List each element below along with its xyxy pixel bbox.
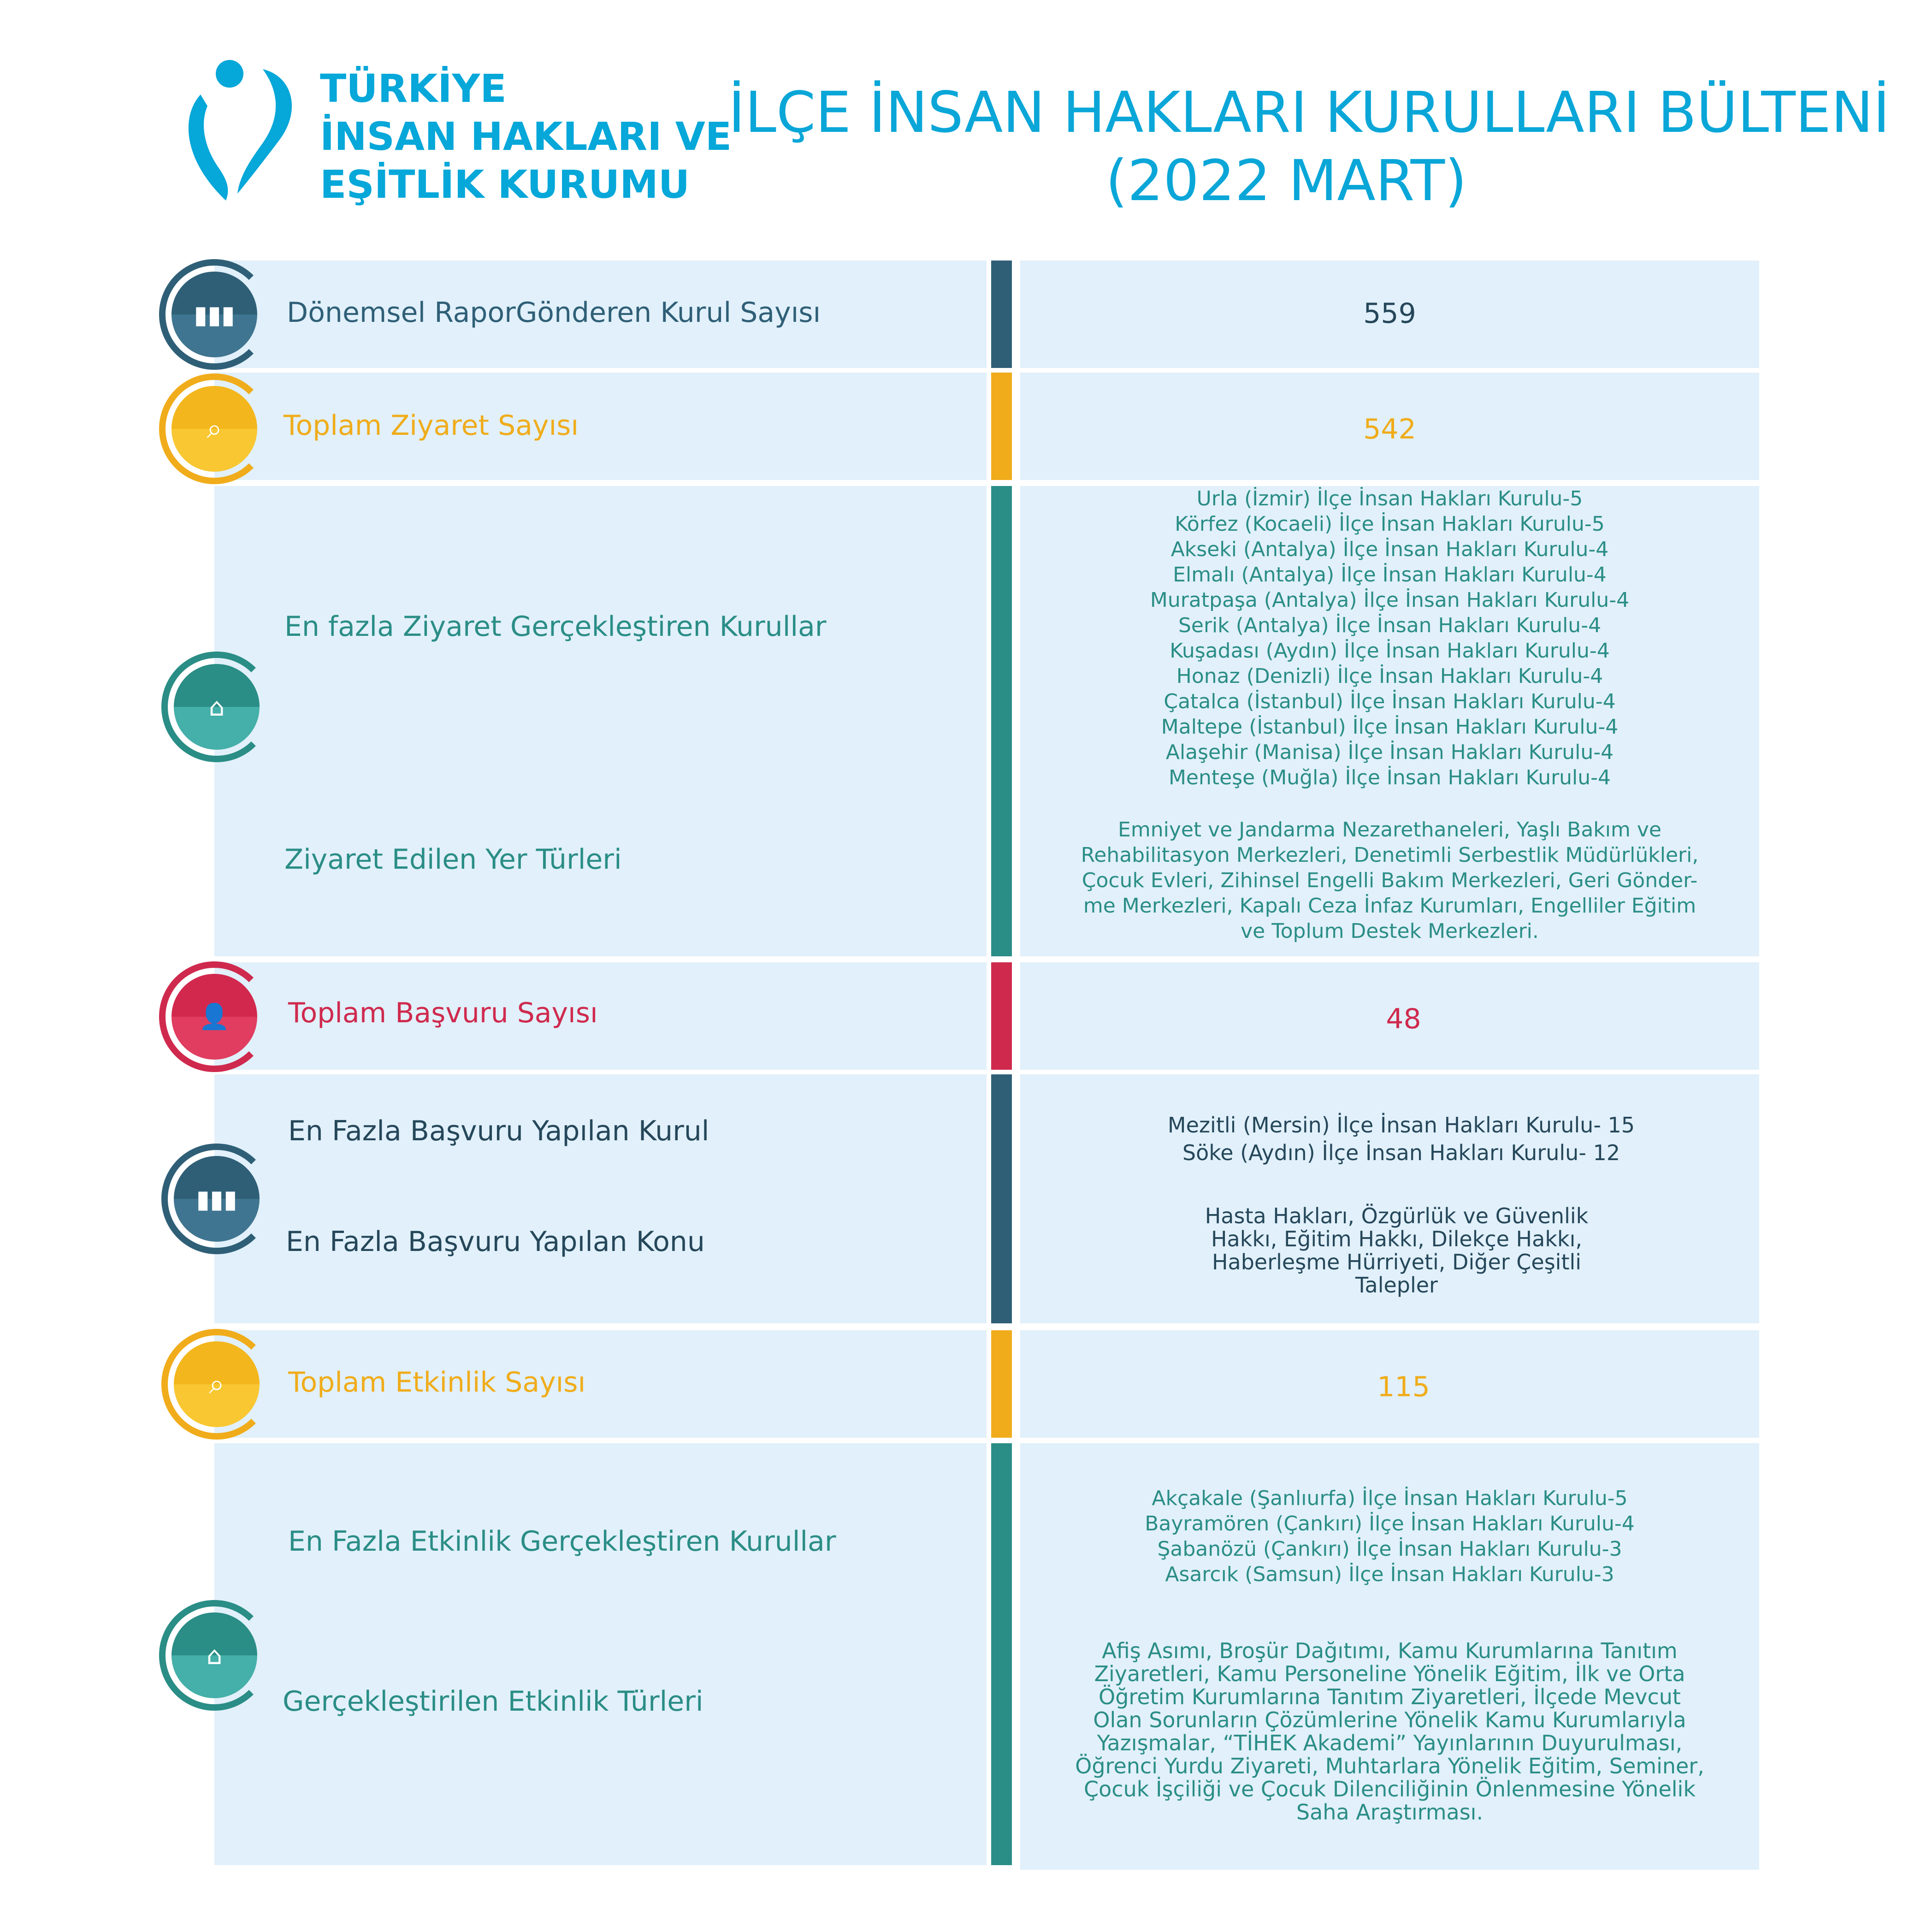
title-line-1: İLÇE İNSAN HAKLARI KURULLARI BÜLTENİ xyxy=(728,80,1890,145)
list-item: Çatalca (İstanbul) İlçe İnsan Hakları Kurulu-4 xyxy=(1164,690,1616,713)
row-etkinlik-detay-value-panel xyxy=(1020,1443,1759,1870)
row-donemsel-icon-badge xyxy=(159,259,270,370)
logo-text xyxy=(320,65,735,208)
text-line: Hasta Hakları, Özgürlük ve Güvenlik xyxy=(1205,1203,1589,1228)
row-ziyaret-kurullar-label: En fazla Ziyaret Gerçekleştiren Kurullar xyxy=(284,610,827,643)
row-donemsel-label: Dönemsel RaporGönderen Kurul Sayısı xyxy=(287,296,821,329)
text-line: Yazışmalar, “TİHEK Akademi” Yayınlarının Duyurulması, xyxy=(1097,1731,1683,1755)
text-line: ve Toplum Destek Merkezleri. xyxy=(1241,919,1539,943)
row-basvuru-label: Toplam Başvuru Sayısı xyxy=(288,997,598,1029)
text-line: Öğrenci Yurdu Ziyareti, Muhtarlara Yönelik Eğitim, Seminer, xyxy=(1075,1754,1704,1778)
heart-person-logo-icon xyxy=(175,55,313,212)
row-basvuru-detay-value-panel xyxy=(1020,1074,1759,1323)
row-etkinlik-detay-label-panel xyxy=(214,1443,987,1865)
etkinlik-kurullar-list xyxy=(1020,1486,1759,1587)
row-etkinlik-turleri-label: Gerçekleştirilen Etkinlik Türleri xyxy=(283,1685,703,1718)
list-item: Şabanözü (Çankırı) İlçe İnsan Hakları Kurulu-3 xyxy=(1157,1537,1622,1561)
row-ziyaret-icon-badge xyxy=(159,373,270,484)
list-item: Honaz (Denizli) İlçe İnsan Hakları Kurulu-4 xyxy=(1176,664,1603,688)
row-ziyaret-kurullar-label-panel xyxy=(214,486,987,956)
list-item: Serik (Antalya) İlçe İnsan Hakları Kurulu-4 xyxy=(1178,614,1602,637)
text-line: Hakkı, Eğitim Hakkı, Dilekçe Hakkı, xyxy=(1211,1227,1583,1251)
ziyaret-kurullar-list xyxy=(1020,486,1759,790)
logo-line-1: TÜRKİYE xyxy=(320,66,507,111)
row-basvuru-value-panel xyxy=(1020,962,1759,1070)
search-icon: ⌕ xyxy=(207,413,222,445)
row-ziyaret-kurullar-divider xyxy=(991,486,1012,956)
text-line: Talepler xyxy=(1355,1273,1438,1298)
row-etkinlik-detay-icon-badge xyxy=(159,1600,270,1711)
logo xyxy=(175,55,313,212)
logo-line-2: İNSAN HAKLARI VE xyxy=(320,114,732,159)
search-icon: ⌕ xyxy=(209,1368,225,1400)
home-icon: ⌂ xyxy=(206,1641,223,1670)
row-ziyaret-value: 542 xyxy=(1363,413,1416,445)
list-item: Elmalı (Antalya) İlçe İnsan Hakları Kurulu-4 xyxy=(1173,563,1607,587)
text-line: me Merkezleri, Kapalı Ceza İnfaz Kurumları, Engelliler Eğitim xyxy=(1083,894,1696,918)
row-basvuru-detay-divider xyxy=(991,1074,1012,1323)
row-donemsel-label-panel xyxy=(214,261,987,368)
list-item: Mezitli (Mersin) İlçe İnsan Hakları Kurulu- 15 xyxy=(1167,1113,1635,1138)
row-ziyaret-yer-label: Ziyaret Edilen Yer Türleri xyxy=(284,843,622,876)
row-basvuru-detay-icon-badge xyxy=(161,1144,272,1254)
row-etkinlik-detay-divider xyxy=(991,1443,1012,1865)
row-basvuru-value: 48 xyxy=(1386,1003,1421,1035)
list-item: Akseki (Antalya) İlçe İnsan Hakları Kurulu-4 xyxy=(1170,538,1609,561)
text-line: Rehabilitasyon Merkezleri, Denetimli Serbestlik Müdürlükleri, xyxy=(1081,843,1699,867)
home-icon: ⌂ xyxy=(208,692,225,722)
row-donemsel-divider xyxy=(991,261,1012,368)
row-etkinlik-divider xyxy=(991,1330,1012,1438)
text-line: Haberleşme Hürriyeti, Diğer Çeşitli xyxy=(1212,1250,1582,1274)
text-line: Çocuk Evleri, Zihinsel Engelli Bakım Merkezleri, Geri Gönder- xyxy=(1082,869,1698,892)
text-line: Olan Sorunların Çözümlerine Yönelik Kamu Kurumlarıyla xyxy=(1093,1707,1686,1732)
row-basvuru-icon-badge xyxy=(159,961,270,1072)
bar-chart-icon: ▮▮▮ xyxy=(196,1184,237,1214)
row-etkinlik-kurullar-label: En Fazla Etkinlik Gerçekleştiren Kurullar xyxy=(288,1525,836,1558)
row-basvuru-konu-label: En Fazla Başvuru Yapılan Konu xyxy=(286,1226,705,1258)
list-item: Alaşehir (Manisa) İlçe İnsan Hakları Kurulu-4 xyxy=(1165,741,1614,764)
row-ziyaret-kurullar-value-panel xyxy=(1020,486,1759,956)
user-icon: 👤 xyxy=(199,1002,230,1031)
row-etkinlik-icon-badge xyxy=(161,1329,272,1440)
etkinlik-turleri-text xyxy=(1020,1639,1759,1824)
row-ziyaret-divider xyxy=(991,373,1012,480)
text-line: Ziyaretleri, Kamu Personeline Yönelik Eğitim, İlk ve Orta xyxy=(1094,1661,1685,1686)
list-item: Maltepe (İstanbul) İlçe İnsan Hakları Kurulu-4 xyxy=(1161,715,1619,739)
row-donemsel-value-panel xyxy=(1020,261,1759,368)
row-basvuru-label-panel xyxy=(214,962,987,1070)
logo-line-3: EŞİTLİK KURUMU xyxy=(320,162,690,207)
list-item: Menteşe (Muğla) İlçe İnsan Hakları Kurulu-4 xyxy=(1168,766,1611,789)
row-basvuru-detay-label-panel xyxy=(214,1074,987,1323)
text-line: Saha Araştırması. xyxy=(1296,1800,1484,1825)
row-ziyaret-kurullar-icon-badge xyxy=(161,652,272,762)
title-line-2: (2022 MART) xyxy=(1105,148,1467,213)
page-title xyxy=(728,78,1890,215)
text-line: Çocuk İşçiliği ve Çocuk Dilenciliğinin Önlenmesine Yönelik xyxy=(1084,1777,1696,1802)
text-line: Öğretim Kurumlarına Tanıtım Ziyaretleri, İlçede Mevcut xyxy=(1099,1684,1681,1709)
row-basvuru-divider xyxy=(991,962,1012,1070)
row-ziyaret-label-panel xyxy=(214,373,987,480)
ziyaret-yer-turleri-text xyxy=(1020,817,1759,944)
list-item: Urla (İzmir) İlçe İnsan Hakları Kurulu-5 xyxy=(1196,487,1583,510)
row-ziyaret-value-panel xyxy=(1020,373,1759,480)
row-ziyaret-label: Toplam Ziyaret Sayısı xyxy=(284,409,579,442)
list-item: Akçakale (Şanlıurfa) İlçe İnsan Hakları Kurulu-5 xyxy=(1152,1487,1628,1510)
basvuru-konu-text xyxy=(1020,1204,1759,1297)
text-line: Afiş Asımı, Broşür Dağıtımı, Kamu Kurumlarına Tanıtım xyxy=(1102,1638,1678,1663)
row-etkinlik-value-panel xyxy=(1020,1330,1759,1438)
list-item: Söke (Aydın) İlçe İnsan Hakları Kurulu- 12 xyxy=(1182,1140,1620,1165)
row-etkinlik-label-panel xyxy=(214,1330,987,1438)
row-etkinlik-label: Toplam Etkinlik Sayısı xyxy=(288,1366,586,1399)
basvuru-kurul-list xyxy=(1020,1111,1759,1167)
row-basvuru-kurul-label: En Fazla Başvuru Yapılan Kurul xyxy=(288,1115,709,1147)
list-item: Kuşadası (Aydın) İlçe İnsan Hakları Kurulu-4 xyxy=(1170,639,1610,663)
list-item: Körfez (Kocaeli) İlçe İnsan Hakları Kurulu-5 xyxy=(1175,512,1605,536)
list-item: Asarcık (Samsun) İlçe İnsan Hakları Kurulu-3 xyxy=(1165,1563,1614,1586)
text-line: Emniyet ve Jandarma Nezarethaneleri, Yaşlı Bakım ve xyxy=(1118,818,1661,842)
list-item: Muratpaşa (Antalya) İlçe İnsan Hakları Kurulu-4 xyxy=(1150,588,1630,612)
list-item: Bayramören (Çankırı) İlçe İnsan Hakları Kurulu-4 xyxy=(1145,1512,1635,1535)
row-etkinlik-value: 115 xyxy=(1377,1371,1430,1403)
bar-chart-icon: ▮▮▮ xyxy=(194,300,235,329)
row-donemsel-value: 559 xyxy=(1363,297,1416,330)
